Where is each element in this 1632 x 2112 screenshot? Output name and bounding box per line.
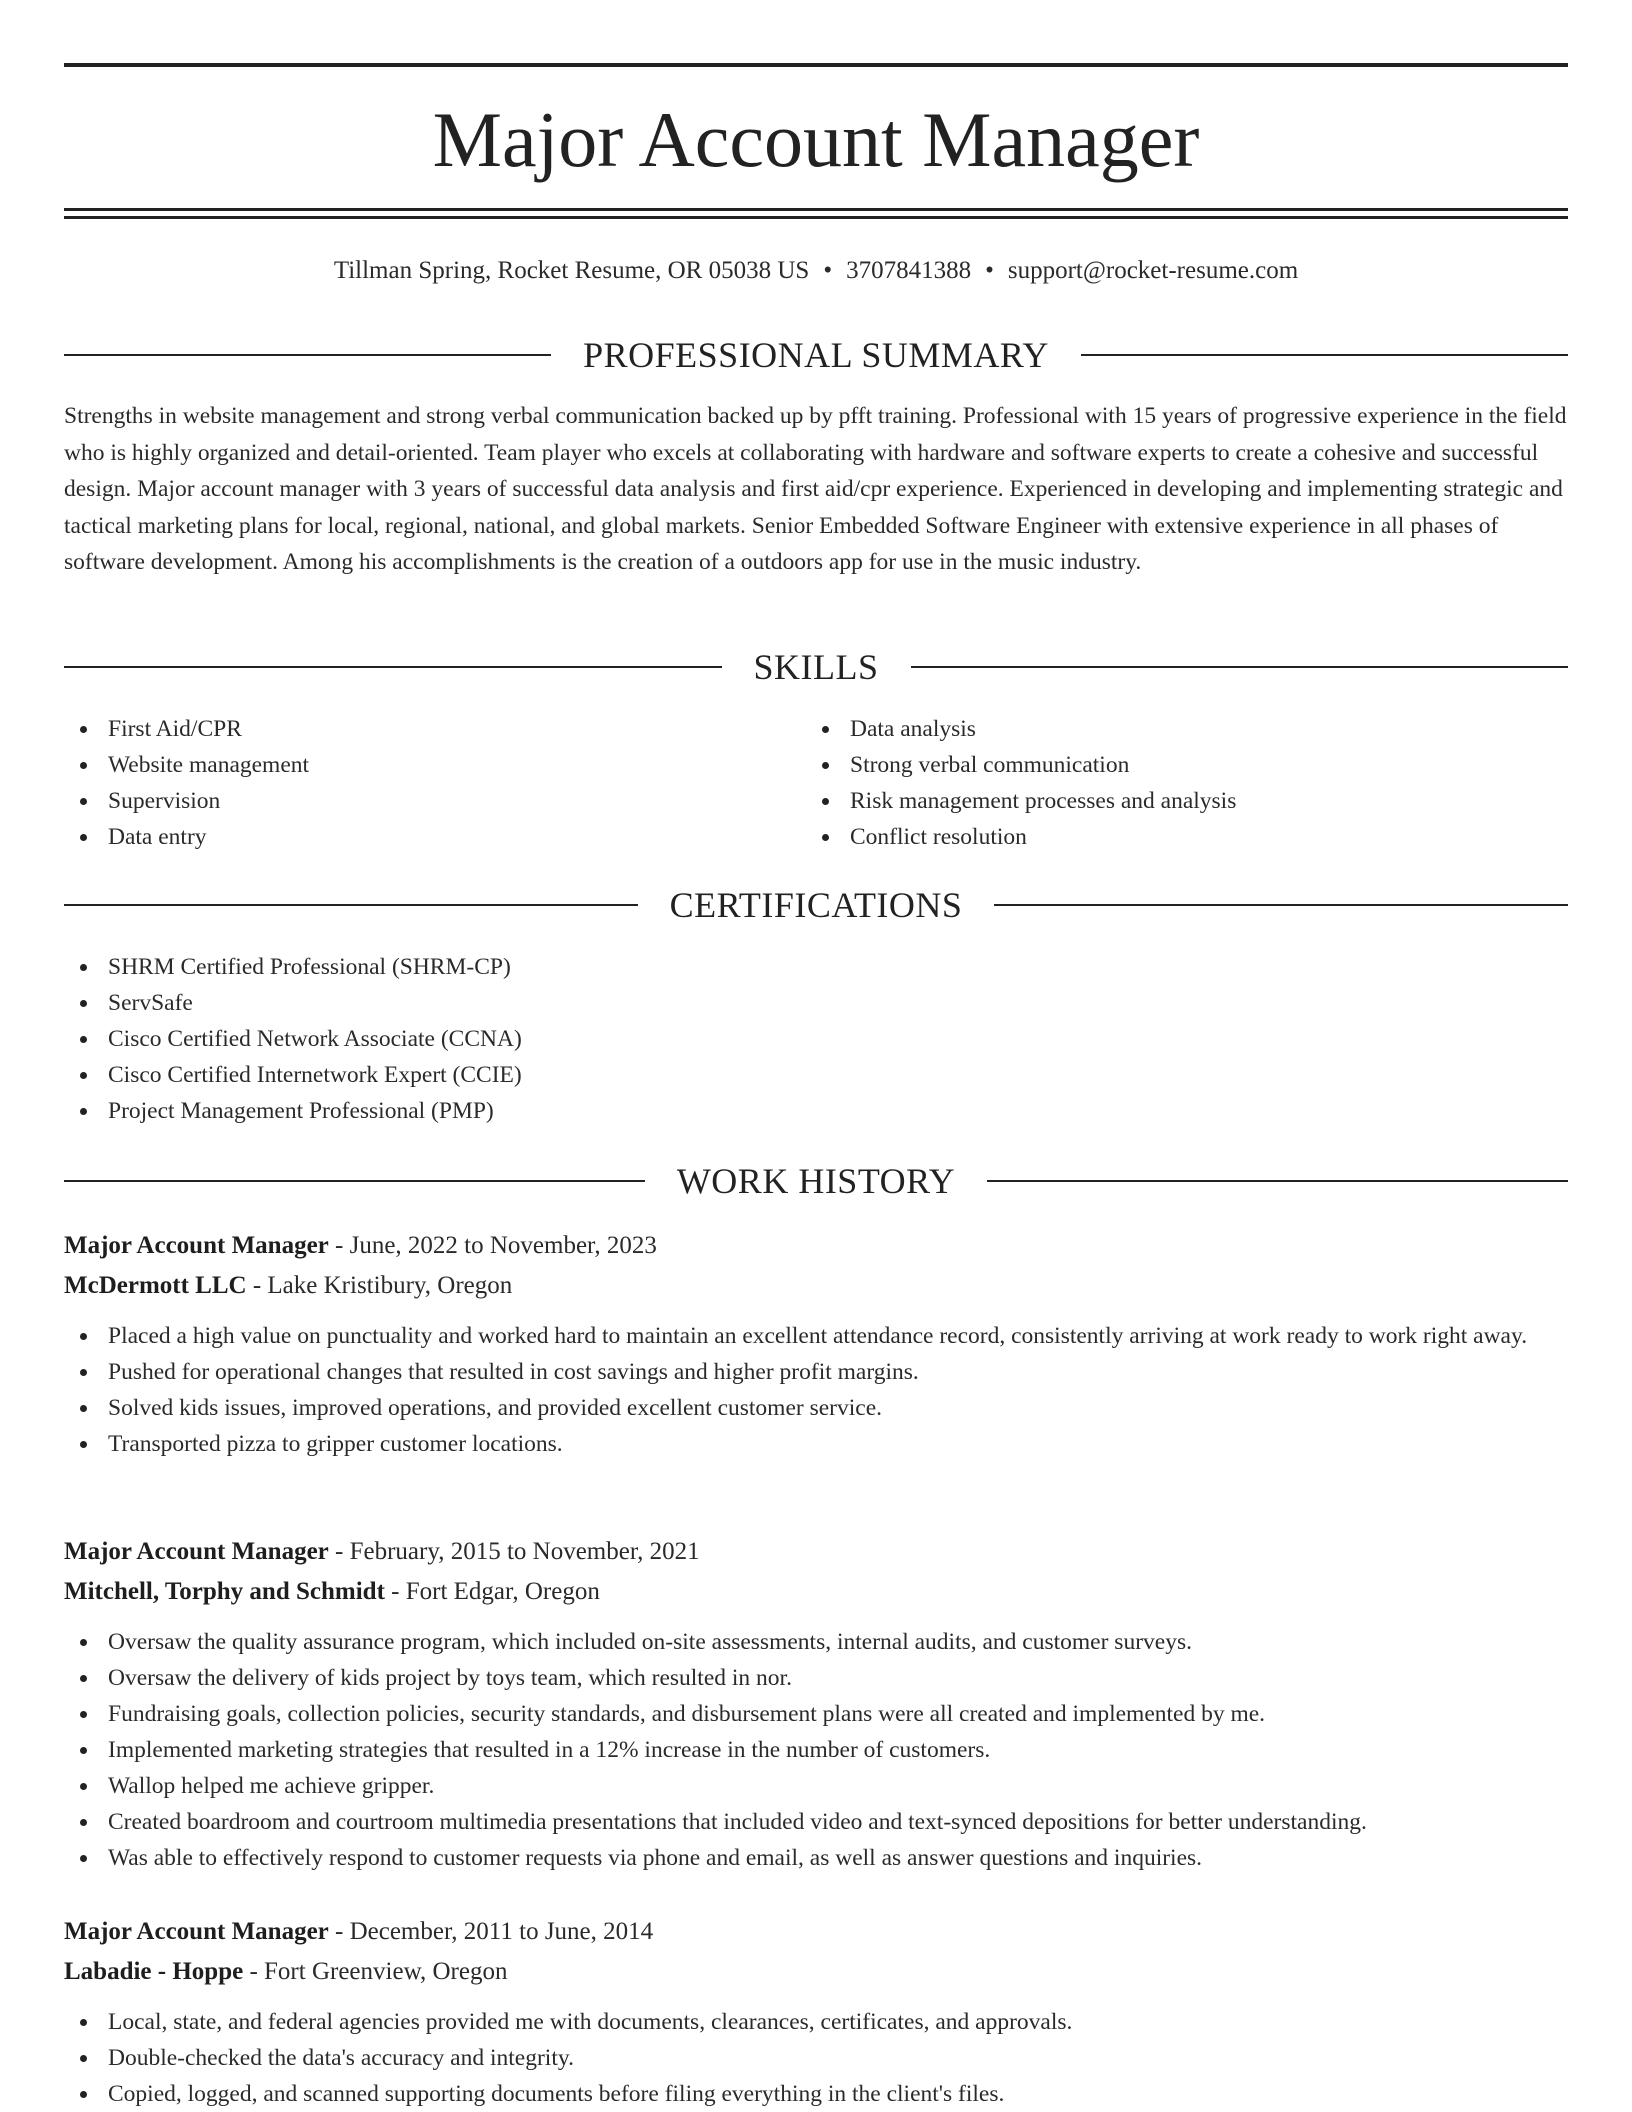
job-bullet: Local, state, and federal agencies provided me with documents, clearances, certificates, and approvals.	[64, 2004, 1568, 2040]
job-bullet: Created boardroom and courtroom multimedia presentations that included video and text-synced depositions for better understanding.	[64, 1804, 1568, 1840]
job-company-line	[64, 1952, 1568, 1992]
skill-item: Conflict resolution	[806, 819, 1548, 855]
certification-item: Cisco Certified Network Associate (CCNA)	[64, 1021, 1568, 1057]
job-role: Major Account Manager	[64, 1538, 329, 1565]
job-title-line	[64, 1226, 1568, 1266]
title-rule-upper	[64, 208, 1568, 211]
heading-rule	[1081, 354, 1568, 356]
section-heading-work-history	[64, 1159, 1568, 1203]
job-location: - Lake Kristibury, Oregon	[246, 1272, 513, 1299]
contact-phone: 3707841388	[846, 257, 972, 284]
section-title: PROFESSIONAL SUMMARY	[583, 335, 1049, 375]
job-entry	[64, 1912, 1568, 2112]
skill-item: Data analysis	[806, 711, 1548, 747]
job-company-line	[64, 1266, 1568, 1306]
skills-columns	[64, 711, 1568, 855]
heading-rule	[911, 666, 1569, 668]
heading-rule	[987, 1180, 1568, 1182]
job-bullet: Pushed for operational changes that resulted in cost savings and higher profit margins.	[64, 1354, 1568, 1390]
section-heading-summary	[64, 333, 1568, 377]
job-location: - Fort Greenview, Oregon	[243, 1958, 508, 1985]
job-title-line	[64, 1532, 1568, 1572]
job-bullet: Was able to effectively respond to customer requests via phone and email, as well as answer questions and inquiries.	[64, 1840, 1568, 1876]
job-bullet: Fundraising goals, collection policies, security standards, and disbursement plans were all created and implemented by me.	[64, 1696, 1568, 1732]
job-title-line	[64, 1912, 1568, 1952]
job-bullet: Solved kids issues, improved operations, and provided excellent customer service.	[64, 1390, 1568, 1426]
job-bullet: Placed a high value on punctuality and worked hard to maintain an excellent attendance record, consistently arriving at work ready to work right away.	[64, 1318, 1568, 1354]
skill-item: Supervision	[64, 783, 806, 819]
job-bullets	[64, 2004, 1568, 2112]
heading-rule	[64, 904, 638, 906]
skill-item: First Aid/CPR	[64, 711, 806, 747]
job-company-line	[64, 1572, 1568, 1612]
job-bullet: Wallop helped me achieve gripper.	[64, 1768, 1568, 1804]
certification-item: ServSafe	[64, 985, 1568, 1021]
job-bullet: Oversaw the quality assurance program, which included on-site assessments, internal audits, and customer surveys.	[64, 1624, 1568, 1660]
job-bullet: Copied, logged, and scanned supporting documents before filing everything in the client's files.	[64, 2076, 1568, 2112]
heading-rule	[994, 904, 1568, 906]
section-heading-certifications	[64, 883, 1568, 927]
job-bullet: Double-checked the data's accuracy and integrity.	[64, 2040, 1568, 2076]
certification-item: Project Management Professional (PMP)	[64, 1093, 1568, 1129]
contact-separator: •	[985, 257, 994, 284]
section-heading-skills	[64, 645, 1568, 689]
certification-item: Cisco Certified Internetwork Expert (CCIE)	[64, 1057, 1568, 1093]
job-bullets	[64, 1624, 1568, 1876]
contact-address: Tillman Spring, Rocket Resume, OR 05038 US	[333, 257, 810, 284]
job-company: Labadie - Hoppe	[64, 1958, 244, 1985]
skill-item: Strong verbal communication	[806, 747, 1548, 783]
heading-rule	[64, 1180, 645, 1182]
job-role: Major Account Manager	[64, 1918, 329, 1945]
job-company: Mitchell, Torphy and Schmidt	[64, 1578, 385, 1605]
job-bullet: Oversaw the delivery of kids project by toys team, which resulted in nor.	[64, 1660, 1568, 1696]
top-rule	[64, 63, 1568, 67]
skill-item: Website management	[64, 747, 806, 783]
certifications-list	[64, 949, 1568, 1129]
section-title: CERTIFICATIONS	[669, 885, 963, 925]
job-entry	[64, 1226, 1568, 1462]
certification-item: SHRM Certified Professional (SHRM-CP)	[64, 949, 1568, 985]
job-dates: - June, 2022 to November, 2023	[328, 1232, 657, 1259]
job-location: - Fort Edgar, Oregon	[384, 1578, 600, 1605]
job-role: Major Account Manager	[64, 1232, 329, 1259]
contact-line	[64, 254, 1568, 288]
job-bullet: Transported pizza to gripper customer locations.	[64, 1426, 1568, 1462]
job-bullets	[64, 1318, 1568, 1462]
title-rule-lower	[64, 216, 1568, 219]
section-title: WORK HISTORY	[676, 1161, 956, 1201]
skills-list-left	[64, 711, 806, 855]
contact-email: support@rocket-resume.com	[1007, 257, 1299, 284]
job-entry	[64, 1532, 1568, 1876]
job-dates: - December, 2011 to June, 2014	[328, 1918, 654, 1945]
heading-rule	[64, 666, 722, 668]
job-company: McDermott LLC	[64, 1272, 247, 1299]
resume-title: Major Account Manager	[432, 96, 1200, 183]
summary-text: Strengths in website management and strong verbal communication backed up by pfft training. Professional with 15 years of progressive experience in the field who is highly organized and detail-oriented. Team player who excels at collaborating with hardware and software experts to create a cohesive and successful design. Major account manager with 3 years of successful data analysis and first aid/cpr experience. Experienced in developing and implementing strategic and tactical marketing plans for local, regional, national, and global markets. Senior Embedded Software Engineer with extensive experience in all phases of software development. Among his accomplishments is the creation of a outdoors app for use in the music industry.	[64, 403, 1567, 575]
job-bullet: Implemented marketing strategies that resulted in a 12% increase in the number of customers.	[64, 1732, 1568, 1768]
section-title: SKILLS	[753, 647, 879, 687]
skill-item: Data entry	[64, 819, 806, 855]
skills-list-right	[806, 711, 1548, 855]
contact-separator: •	[823, 257, 833, 284]
heading-rule	[64, 354, 551, 356]
skill-item: Risk management processes and analysis	[806, 783, 1548, 819]
job-dates: - February, 2015 to November, 2021	[328, 1538, 700, 1565]
